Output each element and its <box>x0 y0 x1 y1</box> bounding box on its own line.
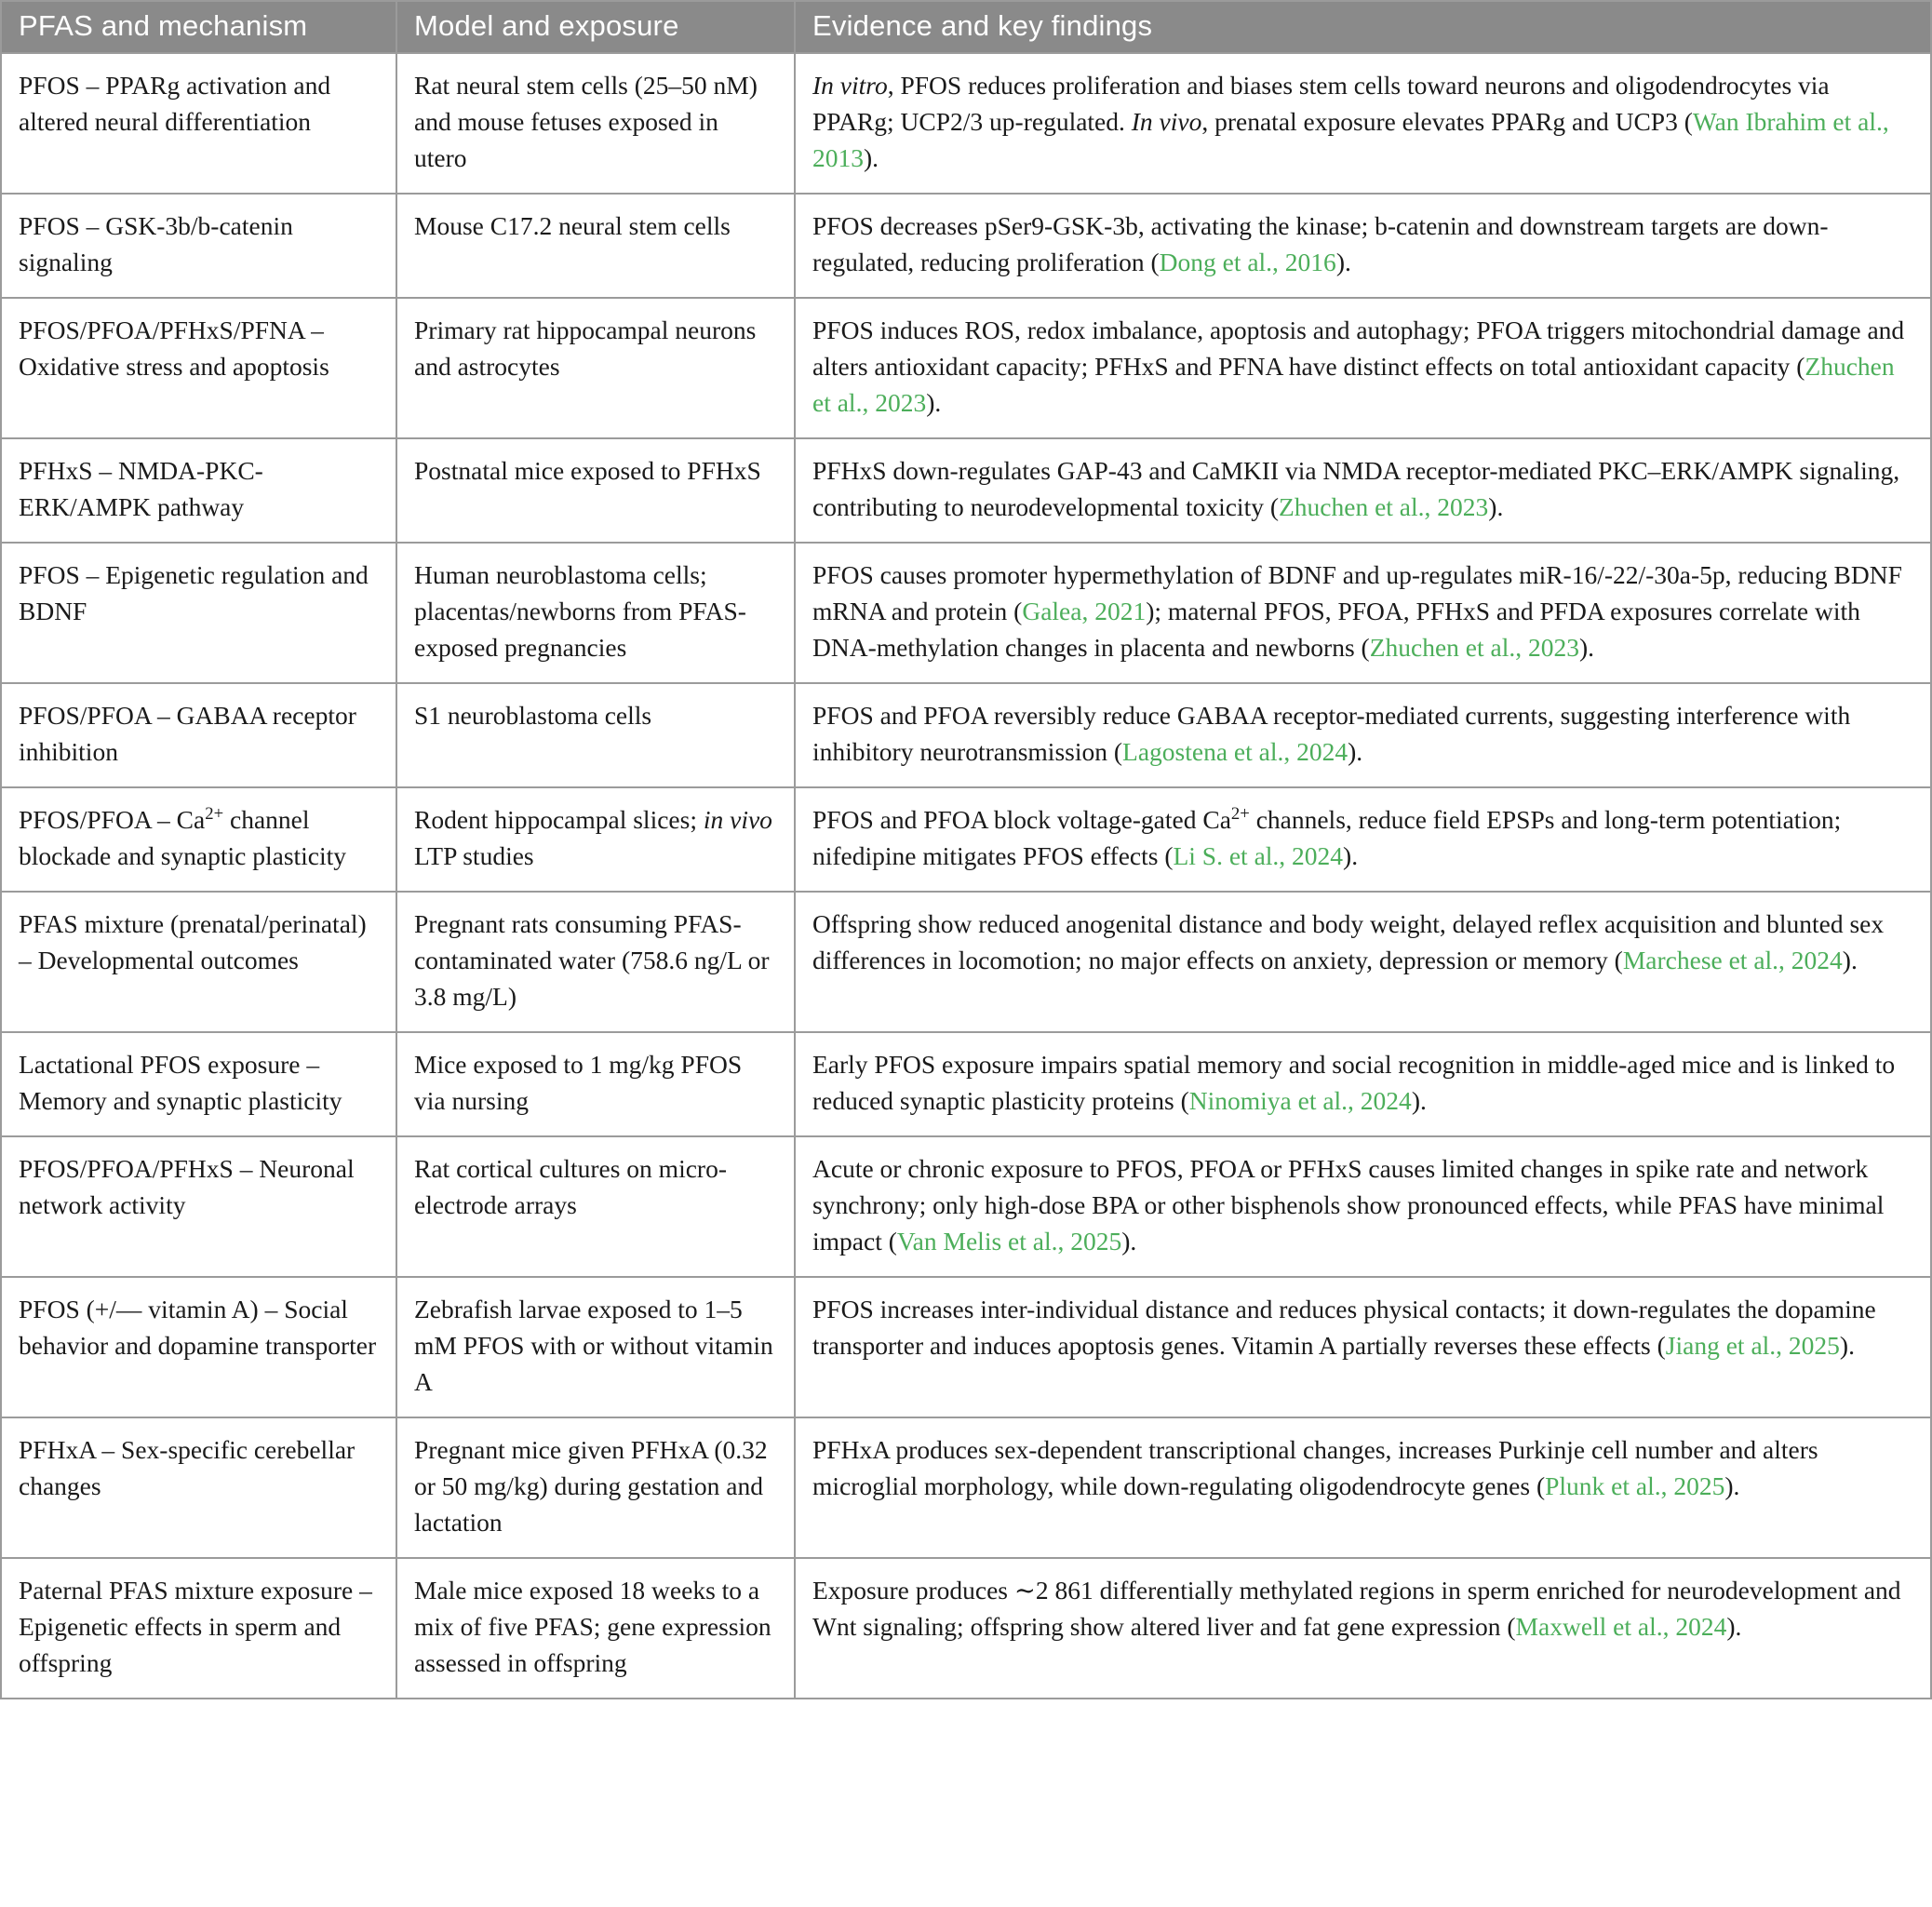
citation-link[interactable]: Plunk et al., 2025 <box>1545 1471 1725 1500</box>
cell-text: Male mice exposed 18 weeks to a mix of five PFAS; gene expression assessed in offspring <box>414 1576 771 1677</box>
cell-text: Human neuroblastoma cells; placentas/newborns from PFAS-exposed pregnancies <box>414 560 746 662</box>
cell-mechanism <box>1 53 396 194</box>
table-row <box>1 683 1931 787</box>
cell-text: Pregnant rats consuming PFAS-contaminated water (758.6 ng/L or 3.8 mg/L) <box>414 909 770 1011</box>
table-row <box>1 298 1931 438</box>
cell-text: PFOS (+/— vitamin A) – Social behavior and dopamine transporter <box>19 1295 377 1360</box>
cell-text: Offspring show reduced anogenital distance and body weight, delayed reflex acquisition and blunted sex differences in locomotion; no major effects on anxiety, depression or memory ( <box>812 909 1885 974</box>
cell-text: LTP studies <box>414 841 534 870</box>
cell-model <box>396 1032 795 1136</box>
citation-link[interactable]: Zhuchen et al., 2023 <box>1369 633 1579 662</box>
cell-text: PFOS increases inter-individual distance and reduces physical contacts; it down-regulates the dopamine transporter and induces apoptosis genes. Vitamin A partially reverses these effects ( <box>812 1295 1876 1360</box>
citation-link[interactable]: Marchese et al., 2024 <box>1622 946 1843 974</box>
cell-model <box>396 787 795 892</box>
cell-evidence <box>795 1032 1931 1136</box>
cell-mechanism <box>1 787 396 892</box>
cell-evidence <box>795 1417 1931 1558</box>
cell-text: PFHxA produces sex-dependent transcriptional changes, increases Purkinje cell number and alters microglial morphology, while down-regulating oligodendrocyte genes ( <box>812 1435 1818 1500</box>
cell-text: ). <box>1842 946 1858 974</box>
italic-text: In vivo <box>1131 107 1202 136</box>
cell-text: ). <box>1578 633 1595 662</box>
table-row <box>1 1277 1931 1417</box>
column-header-evidence-findings: Evidence and key findings <box>795 1 1931 53</box>
cell-text: , PFOS reduces proliferation and biases stem cells toward neurons and oligodendrocytes via PPARg; UCP2/3 up-regulated. <box>812 71 1830 136</box>
cell-text: Rat neural stem cells (25–50 nM) and mouse fetuses exposed in utero <box>414 71 758 172</box>
citation-link[interactable]: Maxwell et al., 2024 <box>1515 1612 1727 1641</box>
cell-text: ). <box>1724 1471 1740 1500</box>
cell-mechanism <box>1 194 396 298</box>
superscript-text: 2+ <box>1230 803 1250 824</box>
cell-evidence <box>795 438 1931 543</box>
table-row <box>1 53 1931 194</box>
citation-link[interactable]: Zhuchen et al., 2023 <box>1279 492 1489 521</box>
cell-model <box>396 543 795 683</box>
table-body <box>1 53 1931 1699</box>
cell-evidence <box>795 787 1931 892</box>
table-row <box>1 787 1931 892</box>
cell-text: ). <box>1726 1612 1742 1641</box>
table-row <box>1 1032 1931 1136</box>
cell-text: ). <box>1343 841 1359 870</box>
citation-link[interactable]: Jiang et al., 2025 <box>1665 1331 1840 1360</box>
cell-text: Mice exposed to 1 mg/kg PFOS via nursing <box>414 1050 743 1115</box>
cell-model <box>396 298 795 438</box>
citation-link[interactable]: Li S. et al., 2024 <box>1173 841 1344 870</box>
cell-mechanism <box>1 543 396 683</box>
cell-mechanism <box>1 1417 396 1558</box>
cell-text: ). <box>1121 1227 1137 1256</box>
cell-text: ). <box>1411 1086 1427 1115</box>
cell-evidence <box>795 892 1931 1032</box>
cell-evidence <box>795 53 1931 194</box>
cell-evidence <box>795 1136 1931 1277</box>
cell-text: Mouse C17.2 neural stem cells <box>414 211 731 240</box>
cell-text: PFHxA – Sex-specific cerebellar changes <box>19 1435 356 1500</box>
cell-mechanism <box>1 683 396 787</box>
cell-text: PFOS/PFOA – Ca <box>19 805 206 834</box>
cell-model <box>396 438 795 543</box>
citation-link[interactable]: Wan Ibrahim et al., 2013 <box>812 107 1889 172</box>
cell-model <box>396 683 795 787</box>
cell-text: PFOS induces ROS, redox imbalance, apoptosis and autophagy; PFOA triggers mitochondrial damage and alters antioxidant capacity; PFHxS and PFNA have distinct effects on total antioxidant capacity ( <box>812 316 1905 381</box>
table-row <box>1 194 1931 298</box>
table-row <box>1 438 1931 543</box>
column-header-model-exposure: Model and exposure <box>396 1 795 53</box>
cell-text: ). <box>1488 492 1504 521</box>
cell-evidence <box>795 683 1931 787</box>
cell-text: PFOS and PFOA block voltage-gated Ca <box>812 805 1231 834</box>
cell-text: Acute or chronic exposure to PFOS, PFOA or PFHxS causes limited changes in spike rate and network synchrony; only high-dose BPA or other bisphenols show pronounced effects, while PFAS have minimal impact ( <box>812 1154 1885 1256</box>
cell-text: ). <box>1335 248 1351 276</box>
cell-mechanism <box>1 1558 396 1699</box>
cell-text: ). <box>926 388 942 417</box>
cell-text: ). <box>864 143 879 172</box>
cell-text: S1 neuroblastoma cells <box>414 701 652 730</box>
cell-model <box>396 892 795 1032</box>
cell-evidence <box>795 194 1931 298</box>
cell-model <box>396 194 795 298</box>
cell-evidence <box>795 298 1931 438</box>
cell-text: PFOS causes promoter hypermethylation of BDNF and up-regulates miR-16/-22/-30a-5p, reducing BDNF mRNA and protein ( <box>812 560 1902 625</box>
cell-text: Postnatal mice exposed to PFHxS <box>414 456 761 485</box>
table-header <box>1 1 1931 53</box>
citation-link[interactable]: Dong et al., 2016 <box>1159 248 1336 276</box>
cell-evidence <box>795 1277 1931 1417</box>
table-row <box>1 1558 1931 1699</box>
cell-text: Paternal PFAS mixture exposure – Epigenetic effects in sperm and offspring <box>19 1576 372 1677</box>
cell-mechanism <box>1 1032 396 1136</box>
cell-text: PFOS/PFOA/PFHxS/PFNA – Oxidative stress and apoptosis <box>19 316 329 381</box>
table-row <box>1 892 1931 1032</box>
superscript-text: 2+ <box>205 803 224 824</box>
cell-mechanism <box>1 1277 396 1417</box>
cell-mechanism <box>1 1136 396 1277</box>
cell-text: , prenatal exposure elevates PPARg and UCP3 ( <box>1201 107 1693 136</box>
cell-text: Early PFOS exposure impairs spatial memory and social recognition in middle-aged mice and is linked to reduced synaptic plasticity proteins ( <box>812 1050 1896 1115</box>
cell-model <box>396 1558 795 1699</box>
cell-text: PFOS/PFOA – GABAA receptor inhibition <box>19 701 356 766</box>
cell-text: Zebrafish larvae exposed to 1–5 mM PFOS with or without vitamin A <box>414 1295 773 1396</box>
citation-link[interactable]: Zhuchen et al., 2023 <box>812 352 1895 417</box>
cell-text: Primary rat hippocampal neurons and astrocytes <box>414 316 757 381</box>
table-row <box>1 1417 1931 1558</box>
cell-text: channel blockade and synaptic plasticity <box>19 805 347 870</box>
table-row <box>1 543 1931 683</box>
cell-text: PFOS and PFOA reversibly reduce GABAA receptor-mediated currents, suggesting interference with inhibitory neurotransmission ( <box>812 701 1851 766</box>
cell-evidence <box>795 543 1931 683</box>
cell-text: ). <box>1839 1331 1855 1360</box>
cell-text: PFHxS down-regulates GAP-43 and CaMKII via NMDA receptor-mediated PKC–ERK/AMPK signaling, contributing to neurodevelopmental toxicity ( <box>812 456 1900 521</box>
cell-model <box>396 1277 795 1417</box>
cell-mechanism <box>1 892 396 1032</box>
cell-text: ); maternal PFOS, PFOA, PFHxS and PFDA exposures correlate with DNA-methylation changes in placenta and newborns ( <box>812 597 1860 662</box>
cell-model <box>396 53 795 194</box>
cell-text: Rodent hippocampal slices; <box>414 805 704 834</box>
citation-link[interactable]: Van Melis et al., 2025 <box>896 1227 1122 1256</box>
cell-model <box>396 1136 795 1277</box>
cell-text: Exposure produces ∼2 861 differentially methylated regions in sperm enriched for neurodevelopment and Wnt signaling; offspring show altered liver and fat gene expression ( <box>812 1576 1901 1641</box>
cell-text: Lactational PFOS exposure – Memory and synaptic plasticity <box>19 1050 342 1115</box>
cell-text: PFOS – GSK-3b/b-catenin signaling <box>19 211 293 276</box>
cell-model <box>396 1417 795 1558</box>
cell-text: PFOS – Epigenetic regulation and BDNF <box>19 560 369 625</box>
cell-text: Pregnant mice given PFHxA (0.32 or 50 mg/kg) during gestation and lactation <box>414 1435 768 1537</box>
cell-text: PFHxS – NMDA-PKC-ERK/AMPK pathway <box>19 456 263 521</box>
header-row <box>1 1 1931 53</box>
cell-text: Rat cortical cultures on micro-electrode arrays <box>414 1154 727 1219</box>
italic-text: In vitro <box>812 71 888 100</box>
table-row <box>1 1136 1931 1277</box>
cell-text: channels, reduce field EPSPs and long-term potentiation; nifedipine mitigates PFOS effects ( <box>812 805 1842 870</box>
cell-mechanism <box>1 298 396 438</box>
italic-text: in vivo <box>703 805 772 834</box>
cell-mechanism <box>1 438 396 543</box>
citation-link[interactable]: Lagostena et al., 2024 <box>1122 737 1348 766</box>
citation-link[interactable]: Ninomiya et al., 2024 <box>1188 1086 1412 1115</box>
column-header-pfas-mechanism: PFAS and mechanism <box>1 1 396 53</box>
cell-text: PFAS mixture (prenatal/perinatal) – Developmental outcomes <box>19 909 367 974</box>
cell-evidence <box>795 1558 1931 1699</box>
cell-text: PFOS – PPARg activation and altered neural differentiation <box>19 71 331 136</box>
citation-link[interactable]: Galea, 2021 <box>1022 597 1147 625</box>
cell-text: ). <box>1348 737 1363 766</box>
cell-text: PFOS/PFOA/PFHxS – Neuronal network activity <box>19 1154 355 1219</box>
cell-text: PFOS decreases pSer9-GSK-3b, activating the kinase; b-catenin and downstream targets are down-regulated, reducing proliferation ( <box>812 211 1829 276</box>
